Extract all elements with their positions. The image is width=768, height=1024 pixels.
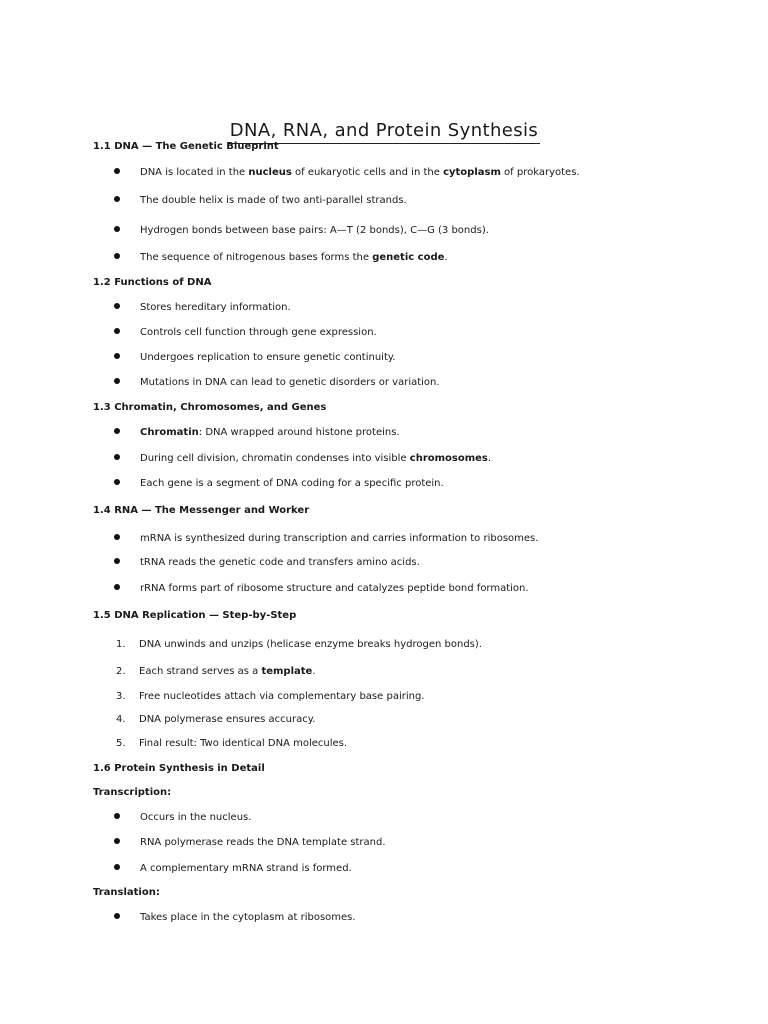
bullet-icon [114,838,120,844]
bullet-icon [114,353,120,359]
list-item: RNA polymerase reads the DNA template strand. [113,836,386,850]
bullet-icon [114,303,120,309]
list-item: 3. Free nucleotides attach via complementary base pairing. [113,690,424,704]
section-heading-1-4: 1.4 RNA — The Messenger and Worker [93,505,310,516]
list-number: 5. [116,738,126,749]
list-item: A complementary mRNA strand is formed. [113,862,352,876]
bullet-icon [114,534,120,540]
bullet-icon [114,584,120,590]
list-number: 1. [116,639,126,650]
list-item: 2. Each strand serves as a template. [113,665,316,679]
list-number: 4. [116,714,126,725]
section-heading-1-5: 1.5 DNA Replication — Step-by-Step [93,610,297,621]
list-item: 1. DNA unwinds and unzips (helicase enzyme breaks hydrogen bonds). [113,638,482,652]
page-title-text: DNA, RNA, and Protein Synthesis [228,120,540,144]
bullet-icon [114,864,120,870]
subheading-transcription: Transcription: [93,787,172,798]
section-heading-1-6: 1.6 Protein Synthesis in Detail [93,763,265,774]
bullet-icon [114,813,120,819]
bullet-icon [114,479,120,485]
list-item: tRNA reads the genetic code and transfers amino acids. [113,556,420,570]
bullet-icon [114,558,120,564]
list-item: DNA is located in the nucleus of eukaryotic cells and in the cytoplasm of prokaryotes. [113,166,580,180]
section-heading-1-1: 1.1 DNA — The Genetic Blueprint [93,141,279,152]
list-item: Chromatin: DNA wrapped around histone proteins. [113,426,400,440]
bullet-icon [114,428,120,434]
list-item: Takes place in the cytoplasm at ribosomes. [113,911,356,925]
list-item: During cell division, chromatin condenses into visible chromosomes. [113,452,491,466]
list-item: mRNA is synthesized during transcription and carries information to ribosomes. [113,532,538,546]
bullet-icon [114,328,120,334]
subheading-translation: Translation: [93,887,160,898]
section-heading-1-2: 1.2 Functions of DNA [93,277,212,288]
bullet-icon [114,454,120,460]
list-item: The double helix is made of two anti-parallel strands. [113,194,407,208]
section-heading-1-3: 1.3 Chromatin, Chromosomes, and Genes [93,402,327,413]
list-item: Controls cell function through gene expression. [113,326,377,340]
bullet-icon [114,168,120,174]
list-item: 5. Final result: Two identical DNA molecules. [113,737,347,751]
list-item: 4. DNA polymerase ensures accuracy. [113,713,315,727]
list-item: Mutations in DNA can lead to genetic disorders or variation. [113,376,440,390]
list-item: Each gene is a segment of DNA coding for a specific protein. [113,477,444,491]
bullet-icon [114,378,120,384]
list-item: Undergoes replication to ensure genetic continuity. [113,351,396,365]
list-item: rRNA forms part of ribosome structure and catalyzes peptide bond formation. [113,582,529,596]
bullet-icon [114,253,120,259]
list-number: 2. [116,666,126,677]
list-item: Occurs in the nucleus. [113,811,251,825]
list-item: The sequence of nitrogenous bases forms the genetic code. [113,251,448,265]
list-item: Hydrogen bonds between base pairs: A—T (2 bonds), C—G (3 bonds). [113,224,489,238]
list-number: 3. [116,691,126,702]
bullet-icon [114,196,120,202]
bullet-icon [114,226,120,232]
bullet-icon [114,913,120,919]
list-item: Stores hereditary information. [113,301,291,315]
page-title [0,106,768,144]
